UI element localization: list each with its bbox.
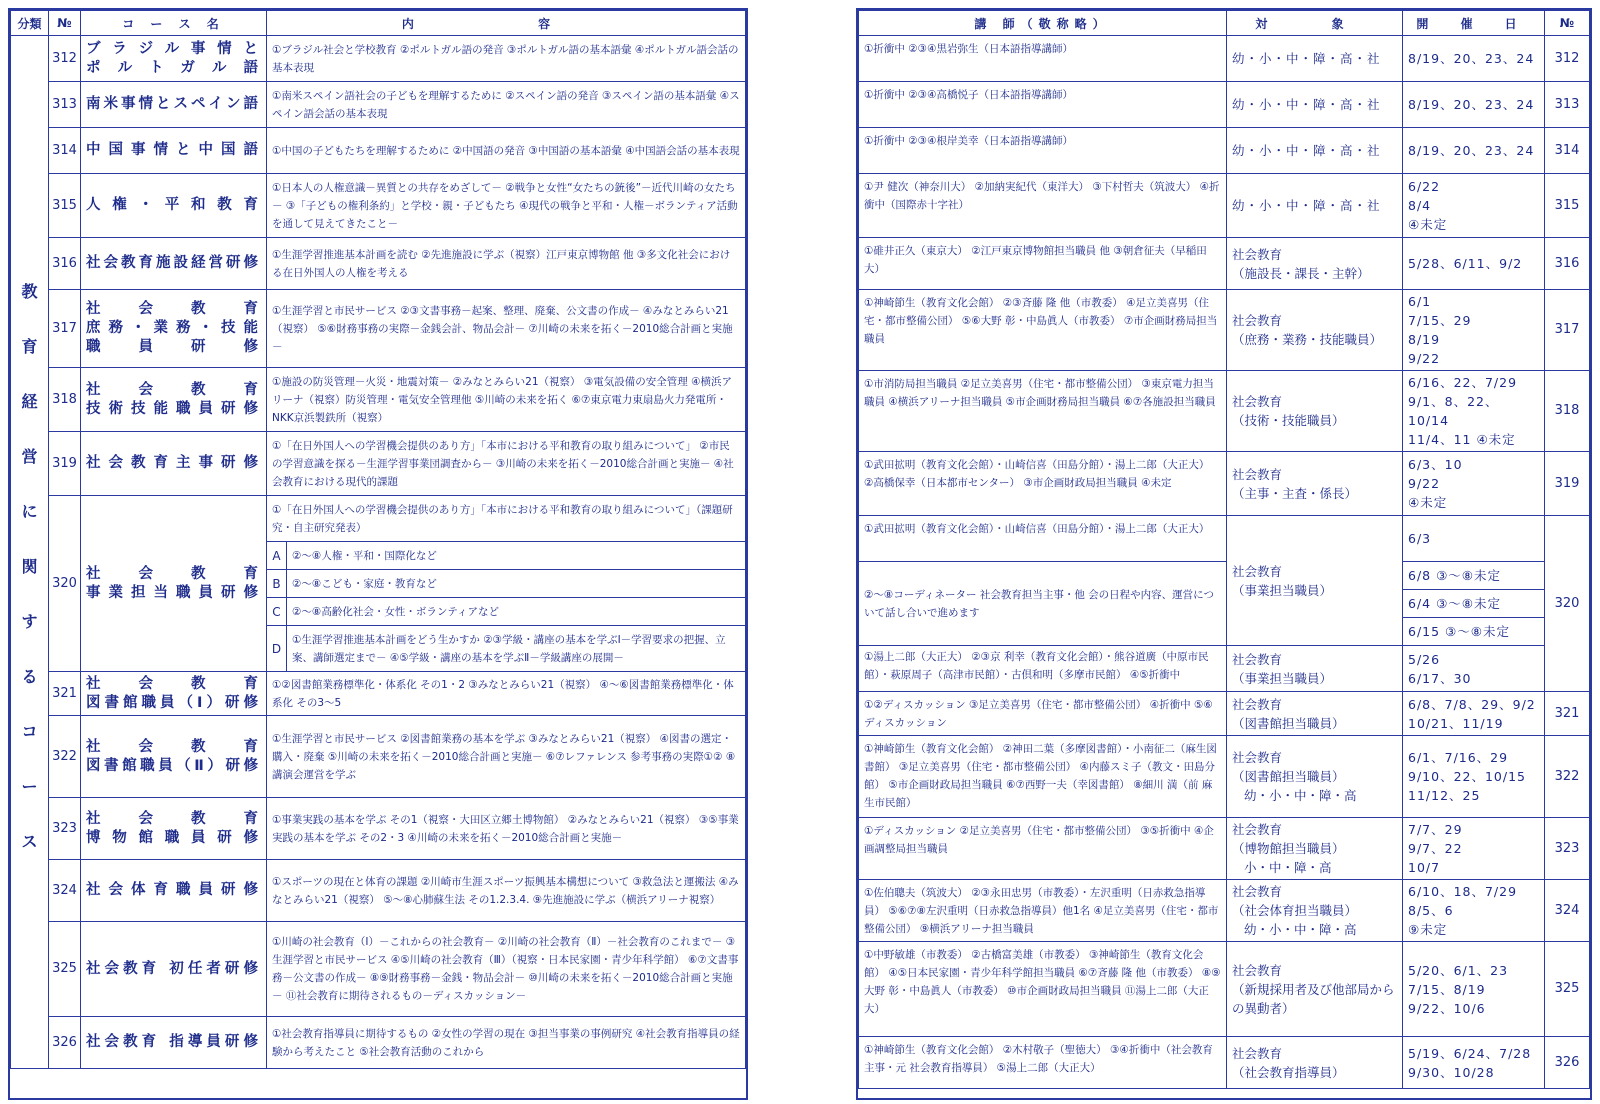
course-name xyxy=(81,174,267,238)
target-cell xyxy=(1227,1037,1403,1089)
course-number: 323 xyxy=(49,798,81,860)
course-name-line: 社会教育主事研修 xyxy=(86,455,261,471)
category-char: 経 xyxy=(21,392,38,411)
date-line: 6/10、18、7/29 xyxy=(1408,884,1518,899)
date-cell xyxy=(1403,371,1545,452)
date-line: 8/19、20、23、24 xyxy=(1408,51,1535,66)
header-category: 分類 xyxy=(11,11,49,36)
course-row xyxy=(11,36,746,82)
course-number: 313 xyxy=(49,82,81,128)
date-cell xyxy=(1403,942,1545,1037)
schedule-row xyxy=(859,736,1590,818)
category-char: に xyxy=(21,502,38,521)
target-line: 幼・小・中・障・高 xyxy=(1244,788,1357,803)
date-cell xyxy=(1403,646,1545,692)
course-name xyxy=(81,1017,267,1069)
lecturer-cell: ①中野敏雄（市教委） ②古橋富美雄（市教委） ③神崎節生（教育文化会館） ④⑤日本民家園・青少年科学館担当職員 ⑥⑦斉藤 隆 他（市教委） ⑧⑨大野 彰・中島眞人（市教委） ⑩市企画財政局担当職員 ⑪湯上二郎（大正大） xyxy=(859,942,1227,1037)
header-no-right: № xyxy=(1545,11,1590,36)
course-name-line: 事業担当職員研修 xyxy=(86,584,261,601)
course-name-line: 社会教育 xyxy=(86,675,261,692)
target-cell xyxy=(1227,880,1403,942)
sub-course-label: A xyxy=(267,542,287,570)
course-name xyxy=(81,672,267,716)
course-row xyxy=(11,238,746,290)
date-line: 9/22 xyxy=(1408,476,1441,491)
schedule-row xyxy=(859,174,1590,238)
course-name-line: 図書館職員（Ⅰ）研修 xyxy=(86,694,261,711)
course-content: ①生涯学習推進基本計画を読む ②先進施設に学ぶ（視察）江戸東京博物館 他 ③多文化社会における在日外国人の人権を考える xyxy=(267,238,746,290)
target-line: 幼・小・中・障・高・社 xyxy=(1232,198,1381,213)
date-line: 7/15、29 xyxy=(1408,313,1472,328)
course-row xyxy=(11,496,746,542)
schedule-row xyxy=(859,942,1590,1037)
target-line: 社会教育 xyxy=(1232,822,1283,837)
date-cell xyxy=(1403,1037,1545,1089)
course-content: ①「在日外国人への学習機会提供のあり方」「本市における平和教育の取り組みについて」 ②市民の学習意識を探る－生涯学習事業団調査から－ ③川崎の未来を拓く－2010総合計画と実施－ ④社会教育における現代的課題 xyxy=(267,432,746,496)
course-name-line: 社会教育 指導員研修 xyxy=(86,1034,261,1050)
schedule-row xyxy=(859,36,1590,82)
header-lecturer: 講 師（敬称略） xyxy=(859,11,1227,36)
course-number-right: 315 xyxy=(1545,174,1590,238)
lecturer-cell: ①神崎節生（教育文化会館） ②③斉藤 隆 他（市教委） ④足立美喜男（住宅・都市整備公団） ⑤⑥大野 彰・中島眞人（市教委） ⑦市企画財務局担当職員 xyxy=(859,290,1227,371)
date-line: 9/10、22、10/15 xyxy=(1408,769,1526,784)
schedule-row xyxy=(859,562,1590,590)
lecturer-cell: ①市消防局担当職員 ②足立美喜男（住宅・都市整備公団） ③東京電力担当職員 ④横浜アリーナ担当職員 ⑤市企画財務局担当職員 ⑥⑦各施設担当職員 xyxy=(859,371,1227,452)
course-content: ①川崎の社会教育（Ⅰ）－これからの社会教育－ ②川崎の社会教育（Ⅱ）－社会教育のこれまで－ ③生涯学習と市民サービス ④⑤川崎の社会教育（Ⅲ）（視察・日本民家園・青少年科学館） ⑥⑦文書事務－公文書の作成－ ⑧⑨財務事務－金銭・物品会計－ ⑩川崎の未来を拓く－2010総合計画と実施－ ⑪社会教育に期待されるもの－ディスカッション－ xyxy=(267,922,746,1017)
target-line: （社会教育指導員） xyxy=(1232,1064,1345,1080)
target-cell xyxy=(1227,371,1403,452)
target-line: 社会教育 xyxy=(1232,246,1283,262)
course-number: 322 xyxy=(49,716,81,798)
course-row xyxy=(11,1017,746,1069)
course-name-line: 図書館職員（Ⅱ）研修 xyxy=(86,757,261,774)
course-number-right: 312 xyxy=(1545,36,1590,82)
date-line: 10/7 xyxy=(1408,860,1441,875)
schedule-row xyxy=(859,1037,1590,1089)
lecturer-cell: ①神崎節生（教育文化会館） ②木村敬子（聖徳大） ③④折衝中（社会教育主事・元 社会教育指導員） ⑤湯上二郎（大正大） xyxy=(859,1037,1227,1089)
course-row xyxy=(11,82,746,128)
lecturer-cell: ①武田拡明（教育文化会館）・山崎信喜（田島分館）・湯上二郎（大正大） ②高橋保幸（日本都市センター） ③市企画財政局担当職員 ④未定 xyxy=(859,452,1227,516)
target-line: 社会教育 xyxy=(1232,563,1283,579)
category-cell xyxy=(11,36,49,1069)
schedule-row xyxy=(859,290,1590,371)
sub-course-label: B xyxy=(267,570,287,598)
course-number-right: 320 xyxy=(1545,516,1590,692)
target-cell xyxy=(1227,942,1403,1037)
course-row xyxy=(11,922,746,1017)
course-row xyxy=(11,798,746,860)
target-cell xyxy=(1227,692,1403,736)
course-name-line: 社会教育 初任者研修 xyxy=(86,960,261,977)
date-line: 7/7、29 xyxy=(1408,822,1463,837)
course-number: 314 xyxy=(49,128,81,174)
date-line: 6/8、7/8、29、9/2 xyxy=(1408,696,1536,712)
lecturer-schedule-table xyxy=(858,10,1590,1089)
course-name xyxy=(81,368,267,432)
course-number: 315 xyxy=(49,174,81,238)
lecturer-cell: ①折衝中 ②③④高橋悦子（日本語指導講師） xyxy=(859,82,1227,128)
course-number: 320 xyxy=(49,496,81,672)
date-cell xyxy=(1403,290,1545,371)
course-name-line: 社会教育 xyxy=(86,565,261,582)
course-name-line: 南米事情とスペイン語 xyxy=(86,96,261,112)
date-line: 5/26 xyxy=(1408,651,1441,667)
target-line: 社会教育 xyxy=(1232,884,1283,899)
category-char: る xyxy=(21,667,38,686)
lecturer-cell: ①碓井正久（東京大） ②江戸東京博物館担当職員 他 ③朝倉征夫（早稲田大） xyxy=(859,238,1227,290)
date-line: 11/12、25 xyxy=(1408,788,1481,803)
category-char: 教 xyxy=(21,282,38,301)
target-line: 社会教育 xyxy=(1232,651,1283,667)
target-line: （博物館担当職員） xyxy=(1232,841,1345,856)
course-name-line: 職員研修 xyxy=(86,339,261,355)
course-name xyxy=(81,716,267,798)
course-content: ①生涯学習と市民サービス ②図書館業務の基本を学ぶ ③みなとみらい21（視察） ④図書の選定・購入・廃棄 ⑤川崎の未来を拓く－2010総合計画と実施－ ⑥⑦レファレンス 参考事務の実際①② ⑧講演会運営を学ぶ xyxy=(267,716,746,798)
course-name-line: 社会教育 xyxy=(86,810,261,827)
date-line: 9/22 xyxy=(1408,351,1441,366)
target-cell xyxy=(1227,128,1403,174)
sub-course-content: ①生涯学習推進基本計画をどう生かすか ②③学級・講座の基本を学ぶⅠ－学習要求の把握、立案、講師選定まで－ ④⑤学級・講座の基本を学ぶⅡ－学級講座の展開－ xyxy=(287,626,746,672)
course-content: ①生涯学習と市民サービス ②③文書事務－起案、整理、廃棄、公文書の作成－ ④みなとみらい21（視察） ⑤⑥財務事務の実際－金銭会計、物品会計－ ⑦川崎の未来を拓く－2010総合計画と実施－ xyxy=(267,290,746,368)
category-char: ー xyxy=(21,777,38,796)
schedule-row xyxy=(859,82,1590,128)
category-char: ス xyxy=(21,832,38,851)
sub-course-content: ②～⑧人権・平和・国際化など xyxy=(287,542,746,570)
course-name-line: 技術技能職員研修 xyxy=(86,400,261,417)
date-line: 9/7、22 xyxy=(1408,841,1463,856)
target-cell xyxy=(1227,174,1403,238)
course-content: ①南米スペイン語社会の子どもを理解するために ②スペイン語の発音 ③スペイン語の基本語彙 ④スペイン語会話の基本表現 xyxy=(267,82,746,128)
target-cell xyxy=(1227,290,1403,371)
course-content: ①社会教育指導員に期待するもの ②女性の学習の現在 ③担当事業の事例研究 ④社会教育指導員の経験から考えたこと ⑤社会教育活動のこれから xyxy=(267,1017,746,1069)
lecturer-cell: ①折衝中 ②③④根岸美幸（日本語指導講師） xyxy=(859,128,1227,174)
date-cell: 6/8 ③～⑧未定 xyxy=(1403,562,1545,590)
date-cell xyxy=(1403,238,1545,290)
target-line: （図書館担当職員） xyxy=(1232,769,1345,784)
target-cell xyxy=(1227,736,1403,818)
lecturer-cell: ①湯上二郎（大正大） ②③京 利幸（教育文化会館）・熊谷道廣（中原市民館）・萩原周子（高津市民館）・古倶和明（多摩市民館） ④⑤折衝中 xyxy=(859,646,1227,692)
target-cell xyxy=(1227,452,1403,516)
date-cell: 6/4 ③～⑧未定 xyxy=(1403,590,1545,618)
target-line: 幼・小・中・障・高・社 xyxy=(1232,51,1381,66)
course-number-right: 313 xyxy=(1545,82,1590,128)
course-name xyxy=(81,36,267,82)
date-line: 6/17、30 xyxy=(1408,670,1472,686)
schedule-row xyxy=(859,818,1590,880)
schedule-row xyxy=(859,371,1590,452)
target-line: （社会体育担当職員） xyxy=(1232,903,1358,918)
course-name xyxy=(81,128,267,174)
course-number-right: 314 xyxy=(1545,128,1590,174)
schedule-row xyxy=(859,516,1590,562)
course-name xyxy=(81,290,267,368)
course-row xyxy=(11,860,746,922)
course-number: 325 xyxy=(49,922,81,1017)
date-line: 6/1、7/16、29 xyxy=(1408,750,1509,765)
target-line: 幼・小・中・障・高・社 xyxy=(1232,97,1381,112)
date-cell xyxy=(1403,128,1545,174)
lecturer-cell: ①佐伯聰夫（筑波大） ②③永田忠男（市教委）・左沢重明（日赤救急指導員） ⑤⑥⑦⑧左沢重明（日赤救急指導員）他1名 ④足立美喜男（住宅・都市整備公団） ⑨横浜アリーナ担当職員 xyxy=(859,880,1227,942)
category-char: 育 xyxy=(21,337,38,356)
course-name xyxy=(81,860,267,922)
date-line: ⑨未定 xyxy=(1408,922,1448,937)
date-cell: 6/15 ③～⑧未定 xyxy=(1403,618,1545,646)
date-line: 5/20、6/1、23 xyxy=(1408,962,1509,978)
category-char: 関 xyxy=(21,557,38,576)
target-line: 幼・小・中・障・高 xyxy=(1244,922,1357,937)
course-content: ①ブラジル社会と学校教育 ②ポルトガル語の発音 ③ポルトガル語の基本語彙 ④ポルトガル語会話の基本表現 xyxy=(267,36,746,82)
lecturer-cell: ①折衝中 ②③④黒岩弥生（日本語指導講師） xyxy=(859,36,1227,82)
course-content-table xyxy=(10,10,746,1069)
course-number-right: 321 xyxy=(1545,692,1590,736)
date-line: 11/4、11 ④未定 xyxy=(1408,432,1516,447)
date-cell xyxy=(1403,36,1545,82)
date-cell xyxy=(1403,452,1545,516)
target-line: （主事・主査・係長） xyxy=(1232,485,1358,501)
date-line: 6/16、22、7/29 xyxy=(1408,375,1518,390)
date-line: 6/1 xyxy=(1408,294,1432,309)
sub-course-label: C xyxy=(267,598,287,626)
course-row xyxy=(11,672,746,716)
date-line: 6/22 xyxy=(1408,179,1441,194)
course-number-right: 318 xyxy=(1545,371,1590,452)
course-content: ①②図書館業務標準化・体系化 その1・2 ③みなとみらい21（視察） ④～⑥図書館業務標準化・体系化 その3～5 xyxy=(267,672,746,716)
course-name xyxy=(81,82,267,128)
date-line: 8/19 xyxy=(1408,332,1441,347)
course-row xyxy=(11,290,746,368)
course-number-right: 316 xyxy=(1545,238,1590,290)
date-cell xyxy=(1403,692,1545,736)
schedule-row xyxy=(859,452,1590,516)
course-number-right: 324 xyxy=(1545,880,1590,942)
target-cell xyxy=(1227,818,1403,880)
category-label xyxy=(11,36,48,869)
target-cell xyxy=(1227,36,1403,82)
course-number: 318 xyxy=(49,368,81,432)
sub-course-content: ②～⑧こども・家庭・教育など xyxy=(287,570,746,598)
course-number: 319 xyxy=(49,432,81,496)
lecturer-cell: ①尹 健次（神奈川大） ②加納実紀代（東洋大） ③下村哲夫（筑波大） ④折衝中（国際赤十字社） xyxy=(859,174,1227,238)
target-line: 社会教育 xyxy=(1232,394,1283,409)
target-line: （図書館担当職員） xyxy=(1232,715,1345,731)
course-content: ①施設の防災管理－火災・地震対策－ ②みなとみらい21（視察） ③電気設備の安全管理 ④横浜アリーナ（視察）防災管理・電気安全管理他 ⑤川崎の未来を拓く ⑥⑦東京電力東扇島火力発電所・NKK京浜製鉄所（視察） xyxy=(267,368,746,432)
date-cell xyxy=(1403,174,1545,238)
course-number-right: 317 xyxy=(1545,290,1590,371)
course-number: 321 xyxy=(49,672,81,716)
schedule-row xyxy=(859,692,1590,736)
target-cell xyxy=(1227,516,1403,646)
header-no: № xyxy=(49,11,81,36)
header-course-name: コ ー ス 名 xyxy=(81,11,267,36)
course-name-line: 社会体育職員研修 xyxy=(86,882,261,898)
date-cell xyxy=(1403,818,1545,880)
date-line: 10/21、11/19 xyxy=(1408,715,1504,731)
course-row xyxy=(11,128,746,174)
date-line: ④未定 xyxy=(1408,495,1448,510)
date-cell: 6/3 xyxy=(1403,516,1545,562)
course-name xyxy=(81,432,267,496)
header-date: 開 催 日 xyxy=(1403,11,1545,36)
course-row xyxy=(11,174,746,238)
course-name-line: 社会教育 xyxy=(86,301,261,317)
course-name-line: 社会教育施設経営研修 xyxy=(86,255,261,271)
course-name-line: ブラジル事情と xyxy=(86,40,261,57)
category-char: 営 xyxy=(21,447,38,466)
course-name-line: ポルトガル語 xyxy=(86,59,261,76)
course-name-line: 庶務・業務・技能 xyxy=(86,320,261,336)
date-line: 9/1、8、22、10/14 xyxy=(1408,394,1499,428)
date-line: 8/19、20、23、24 xyxy=(1408,97,1535,112)
schedule-row xyxy=(859,128,1590,174)
course-name xyxy=(81,238,267,290)
date-line: 5/28、6/11、9/2 xyxy=(1408,256,1523,271)
schedule-row xyxy=(859,646,1590,692)
date-line: 8/5、6 xyxy=(1408,903,1454,918)
lecturer-cell: ①神崎節生（教育文化会館） ②神田二葉（多摩図書館）・小南征二（麻生図書館） ③足立美喜男（住宅・都市整備公団） ④内藤スミ子（教文・田島分館） ⑤市企画財政局担当職員 ⑥⑦西野一夫（幸図書館） ⑧細川 満（前 麻生市民館） xyxy=(859,736,1227,818)
target-line: 社会教育 xyxy=(1232,1045,1283,1061)
lecturer-cell: ①ディスカッション ②足立美喜男（住宅・都市整備公団） ③⑤折衝中 ④企画調整局担当職員 xyxy=(859,818,1227,880)
date-cell xyxy=(1403,82,1545,128)
sub-course-label: D xyxy=(267,626,287,672)
target-line: （事業担当職員） xyxy=(1232,582,1333,598)
course-content: ①スポーツの現在と体育の課題 ②川崎市生涯スポーツ振興基本構想について ③救急法と運搬法 ④みなとみらい21（視察） ⑤～⑧心肺蘇生法 その1.2.3.4. ⑨先進施設に学ぶ（横浜アリーナ視察） xyxy=(267,860,746,922)
target-cell xyxy=(1227,82,1403,128)
lecturer-cell: ②～⑧コーディネーター 社会教育担当主事・他 会の日程や内容、運営について話し合いで進めます xyxy=(859,562,1227,646)
category-char: コ xyxy=(21,722,38,741)
course-row xyxy=(11,432,746,496)
date-line: 6/3、10 xyxy=(1408,457,1463,472)
course-number-right: 325 xyxy=(1545,942,1590,1037)
target-line: （事業担当職員） xyxy=(1232,670,1333,686)
date-line: 8/19、20、23、24 xyxy=(1408,143,1535,158)
target-cell xyxy=(1227,238,1403,290)
course-name xyxy=(81,798,267,860)
course-number-right: 326 xyxy=(1545,1037,1590,1089)
schedule-row xyxy=(859,880,1590,942)
course-name-line: 中国事情と中国語 xyxy=(86,142,261,158)
target-line: 社会教育 xyxy=(1232,466,1283,482)
target-line: （新規採用者及び他部局からの異動者） xyxy=(1232,981,1395,1016)
target-line: 幼・小・中・障・高・社 xyxy=(1232,143,1381,158)
header-target: 対 象 xyxy=(1227,11,1403,36)
course-row xyxy=(11,368,746,432)
schedule-row xyxy=(859,238,1590,290)
date-cell xyxy=(1403,736,1545,818)
target-line: （庶務・業務・技能職員） xyxy=(1232,332,1383,347)
course-content: ①日本人の人権意識－異質との共存をめざして－ ②戦争と女性“女たちの銃後”－近代川崎の女たち－ ③「子どもの権利条約」と学校・親・子どもたち ④現代の戦争と平和・人権－ボランティア活動を通して見えてきたこと－ xyxy=(267,174,746,238)
target-line: 社会教育 xyxy=(1232,962,1283,978)
course-number: 316 xyxy=(49,238,81,290)
right-page xyxy=(856,8,1592,1100)
course-name xyxy=(81,922,267,1017)
course-number-right: 319 xyxy=(1545,452,1590,516)
date-line: 8/4 xyxy=(1408,198,1432,213)
course-number-right: 323 xyxy=(1545,818,1590,880)
lecturer-cell: ①②ディスカッション ③足立美喜男（住宅・都市整備公団） ④折衝中 ⑤⑥ディスカッション xyxy=(859,692,1227,736)
date-line: 7/15、8/19 xyxy=(1408,981,1486,997)
date-line: 9/22、10/6 xyxy=(1408,1000,1486,1016)
course-name xyxy=(81,496,267,672)
course-name-line: 社会教育 xyxy=(86,738,261,755)
left-page xyxy=(8,8,748,1100)
course-number-right: 322 xyxy=(1545,736,1590,818)
course-name-line: 人権・平和教育 xyxy=(86,197,261,213)
course-number: 312 xyxy=(49,36,81,82)
date-line: 5/19、6/24、7/28 xyxy=(1408,1045,1532,1061)
target-line: 社会教育 xyxy=(1232,750,1283,765)
course-number: 326 xyxy=(49,1017,81,1069)
sub-course-content: ②～⑧高齢化社会・女性・ボランティアなど xyxy=(287,598,746,626)
date-line: ④未定 xyxy=(1408,217,1448,232)
date-line: 9/30、10/28 xyxy=(1408,1064,1495,1080)
target-line: 小・中・障・高 xyxy=(1244,860,1332,875)
header-content: 内 容 xyxy=(267,11,746,36)
target-cell xyxy=(1227,646,1403,692)
course-name-line: 社会教育 xyxy=(86,381,261,398)
lecturer-cell: ①武田拡明（教育文化会館）・山崎信喜（田島分館）・湯上二郎（大正大） xyxy=(859,516,1227,562)
target-line: （施設長・課長・主幹） xyxy=(1232,265,1370,281)
target-line: （技術・技能職員） xyxy=(1232,413,1345,428)
course-row xyxy=(11,716,746,798)
course-name-line: 博物館職員研修 xyxy=(86,829,261,846)
course-content: ①事業実践の基本を学ぶ その1（視察・大田区立郷土博物館） ②みなとみらい21（視察） ③⑤事業実践の基本を学ぶ その2・3 ④川崎の未来を拓く－2010総合計画と実施－ xyxy=(267,798,746,860)
course-content: ①「在日外国人への学習機会提供のあり方」「本市における平和教育の取り組みについて」（課題研究・自主研究発表） xyxy=(267,496,746,542)
course-content: ①中国の子どもたちを理解するために ②中国語の発音 ③中国語の基本語彙 ④中国語会話の基本表現 xyxy=(267,128,746,174)
target-line: 社会教育 xyxy=(1232,696,1283,712)
course-number: 317 xyxy=(49,290,81,368)
category-char: す xyxy=(21,612,38,631)
course-number: 324 xyxy=(49,860,81,922)
date-cell xyxy=(1403,880,1545,942)
target-line: 社会教育 xyxy=(1232,313,1283,328)
